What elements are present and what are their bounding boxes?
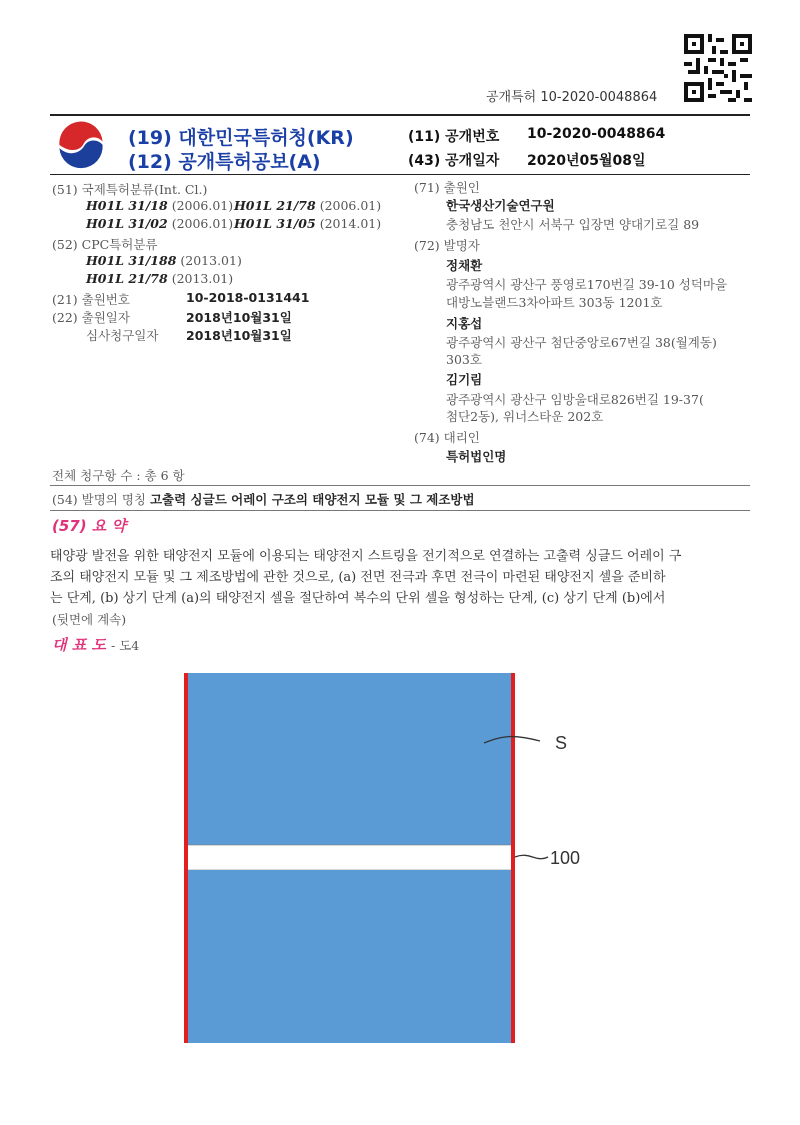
header-top-rule	[50, 114, 750, 116]
agent-label: (74) 대리인	[414, 430, 480, 445]
divider	[50, 510, 750, 511]
abstract-text	[50, 546, 754, 609]
office-name: (19) 대한민국특허청(KR)	[128, 127, 354, 149]
inventor-name: 김기림	[446, 372, 483, 387]
claims-count: 전체 청구항 수 : 총 6 항	[52, 468, 185, 483]
upper-unit-cell	[186, 673, 514, 845]
label-100: 100	[550, 848, 581, 868]
inventor-address: 대방노블랜드3차아파트 303동 1201호	[446, 295, 663, 310]
application-date-label: (22) 출원일자	[52, 310, 130, 325]
applicant-name: 한국생산기술연구원	[446, 198, 555, 213]
continued-note: (뒷면에 계속)	[52, 612, 127, 627]
right-electrode	[511, 673, 515, 1043]
solar-cell-figure	[170, 665, 640, 1055]
abstract-line: 조의 태양전지 모듈 및 그 제조방법에 관한 것으로, (a) 전면 전극과 후면 전극이 마련된 태양전지 셀을 준비하	[50, 570, 666, 585]
leader-line-100	[515, 855, 548, 858]
kipo-logo-icon	[54, 120, 108, 174]
application-number-value: 10-2018-0131441	[186, 290, 310, 305]
label-s: S	[555, 733, 568, 753]
inventor-address: 첨단2동), 위너스타운 202호	[446, 409, 604, 424]
cpc-entry: H01L 21/78 (2013.01)	[86, 271, 234, 286]
cut-gap	[186, 845, 514, 870]
cpc-entry: H01L 31/188 (2013.01)	[86, 253, 242, 268]
publication-date-value: 2020년05월08일	[527, 153, 646, 169]
application-number-label: (21) 출원번호	[52, 292, 130, 307]
ipc-entry: H01L 31/05 (2014.01)	[234, 216, 382, 231]
inventors-label: (72) 발명자	[414, 238, 480, 253]
header-bottom-rule	[50, 174, 750, 175]
examination-date-value: 2018년10월31일	[186, 328, 292, 343]
ipc-entry: H01L 31/18 (2006.01)	[86, 198, 234, 213]
applicant-address: 충청남도 천안시 서북구 입장면 양대기로길 89	[446, 217, 700, 232]
abstract-heading: (57) 요 약	[52, 517, 127, 535]
inventor-address: 광주광역시 광산구 첨단중앙로67번길 38(월계동)	[446, 335, 717, 350]
ipc-entry: H01L 21/78 (2006.01)	[234, 198, 382, 213]
representative-figure: 대 표 도 - 도4	[52, 636, 140, 654]
inventor-name: 정채환	[446, 258, 483, 273]
examination-date-label: 심사청구일자	[86, 328, 159, 343]
inventor-name: 지홍섭	[446, 316, 483, 331]
divider	[50, 485, 750, 486]
cpc-label: (52) CPC특허분류	[52, 237, 158, 252]
ipc-label: (51) 국제특허분류(Int. Cl.)	[52, 182, 208, 197]
ipc-entry: H01L 31/02 (2006.01)	[86, 216, 234, 231]
lower-unit-cell	[186, 870, 514, 1043]
agent-name: 특허법인명	[446, 449, 507, 464]
abstract-line: 는 단계, (b) 상기 단계 (a)의 태양전지 셀을 절단하여 복수의 단위 셀을 형성하는 단계, (c) 상기 단계 (b)에서	[50, 591, 666, 606]
publication-number-top: 공개특허 10-2020-0048864	[486, 90, 658, 105]
application-date-value: 2018년10월31일	[186, 310, 292, 325]
publication-number-label: (11) 공개번호	[408, 129, 500, 145]
publication-number-value: 10-2020-0048864	[527, 126, 666, 142]
publication-date-label: (43) 공개일자	[408, 153, 500, 169]
abstract-line: 태양광 발전을 위한 태양전지 모듈에 이용되는 태양전지 스트링을 전기적으로 연결하는 고출력 싱글드 어레이 구	[50, 549, 682, 564]
left-electrode	[184, 673, 188, 1043]
inventor-address: 광주광역시 광산구 임방울대로826번길 19-37(	[446, 392, 704, 407]
applicant-label: (71) 출원인	[414, 180, 480, 195]
publication-kind: (12) 공개특허공보(A)	[128, 151, 321, 173]
inventor-address: 광주광역시 광산구 풍영로170번길 39-10 성덕마을	[446, 277, 728, 292]
inventor-address: 303호	[446, 352, 482, 367]
qr-code-icon	[684, 34, 752, 102]
invention-title: (54) 발명의 명칭 고출력 싱글드 어레이 구조의 태양전지 모듈 및 그 제조방법	[52, 492, 475, 507]
